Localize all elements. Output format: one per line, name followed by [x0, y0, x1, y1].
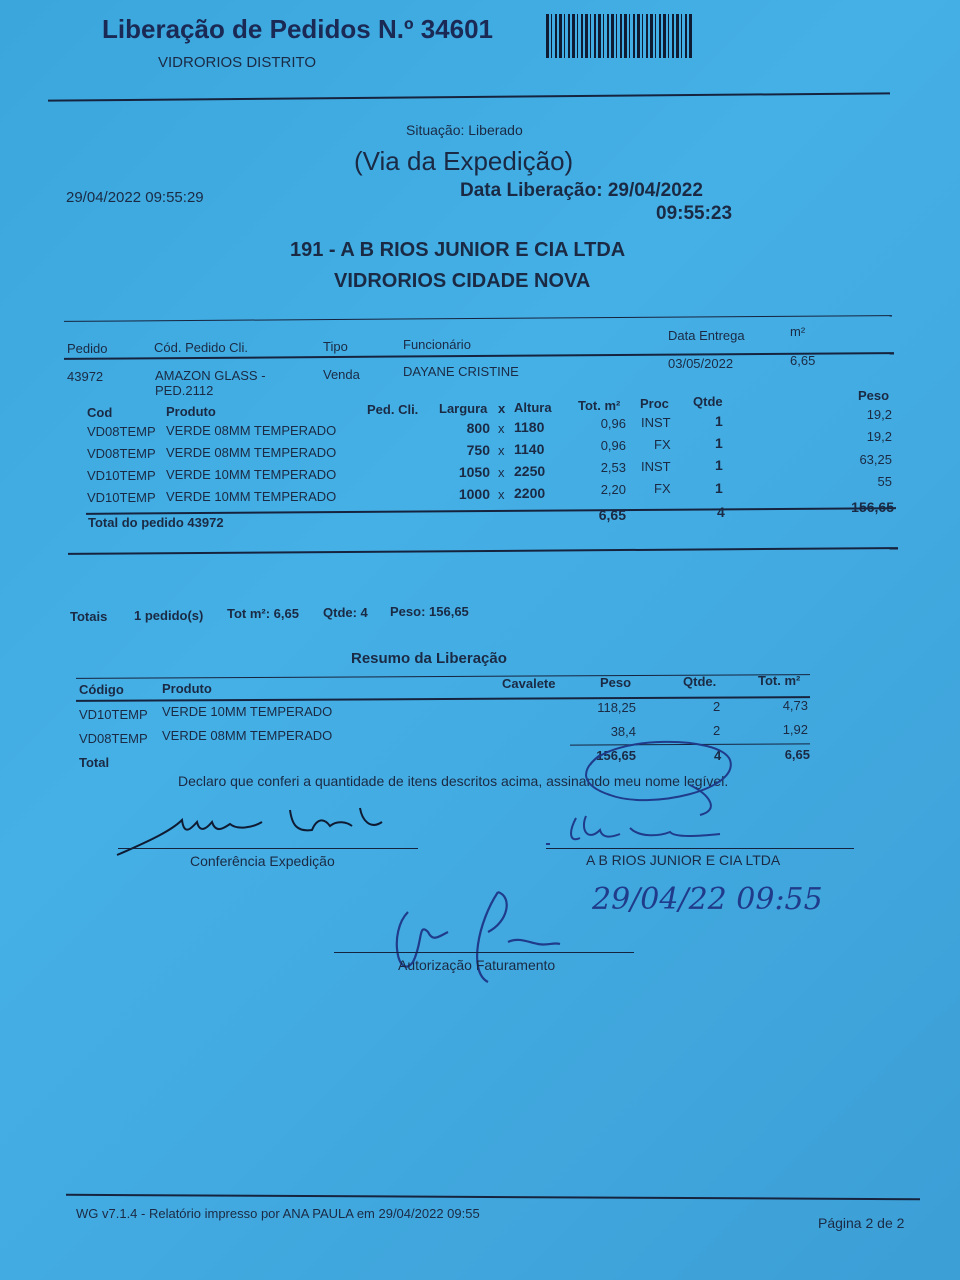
document-title: Liberação de Pedidos N.º 34601	[102, 14, 493, 44]
delivery-date: 03/05/2022	[668, 356, 734, 371]
footer-printed-by: WG v7.1.4 - Relatório impresso por ANA PAULA em 29/04/2022 09:55	[76, 1206, 480, 1221]
order-m2: 6,65	[790, 353, 816, 368]
order-type: Venda	[323, 367, 360, 382]
order-number: 43972	[67, 369, 104, 384]
item-produto: VERDE 10MM TEMPERADO	[166, 467, 337, 482]
totals-qtde: Qtde: 4	[323, 605, 368, 620]
copy-type: (Via da Expedição)	[354, 146, 574, 176]
item-produto: VERDE 08MM TEMPERADO	[166, 423, 337, 438]
signature-label-autorizacao: Autorização Faturamento	[398, 957, 556, 973]
item-qtde: 1	[715, 435, 723, 451]
situation-status: Situação: Liberado	[406, 122, 523, 138]
item-altura: 2200	[514, 485, 546, 501]
item-altura: 1180	[514, 419, 545, 435]
divider	[68, 547, 898, 555]
item-largura: 750	[466, 442, 490, 458]
order-total-label: Total do pedido 43972	[88, 515, 224, 530]
item-qtde: 1	[715, 480, 723, 496]
handwritten-date: 29/04/22 09:55	[592, 882, 823, 917]
signature-cliente	[540, 808, 740, 853]
col-cod-pedido-cli: Cód. Pedido Cli.	[154, 340, 248, 355]
order-total-peso: 156,65	[851, 499, 894, 515]
item-x: x	[498, 465, 505, 480]
item-peso: 19,2	[866, 429, 892, 444]
item-x: x	[498, 443, 505, 458]
totals-peso: Peso: 156,65	[390, 604, 469, 619]
item-peso: 55	[877, 474, 892, 489]
item-tot-m2: 0,96	[600, 416, 626, 431]
item-altura: 1140	[514, 441, 545, 457]
check-ellipse-mark	[570, 735, 750, 815]
signature-line	[118, 848, 418, 849]
totals-pedidos: 1 pedido(s)	[134, 608, 204, 623]
client-name: 191 - A B RIOS JUNIOR E CIA LTDA	[290, 239, 626, 261]
item-qtde: 1	[715, 413, 723, 429]
col-ped-cli: Ped. Cli.	[367, 402, 419, 417]
summary-col-tot-m2: Tot. m²	[758, 673, 801, 688]
item-cod: VD10TEMP	[87, 490, 156, 505]
divider	[76, 696, 810, 702]
item-produto: VERDE 08MM TEMPERADO	[166, 445, 337, 460]
summary-qtde: 2	[713, 699, 721, 714]
item-tot-m2: 2,20	[600, 482, 626, 497]
summary-col-qtde: Qtde.	[683, 674, 717, 689]
col-tot-m2: Tot. m²	[578, 398, 621, 413]
col-cod: Cod	[87, 405, 113, 420]
item-proc: FX	[654, 437, 671, 452]
divider	[48, 92, 890, 101]
release-date: Data Liberação: 29/04/2022	[460, 180, 703, 201]
col-proc: Proc	[640, 396, 669, 411]
item-x: x	[498, 421, 505, 436]
col-funcionario: Funcionário	[403, 337, 471, 352]
summary-title: Resumo da Liberação	[351, 650, 507, 667]
col-largura: Largura	[439, 401, 488, 416]
item-largura: 1050	[458, 464, 490, 480]
col-produto: Produto	[166, 404, 216, 419]
summary-codigo: VD08TEMP	[79, 731, 148, 746]
barcode	[546, 14, 692, 58]
item-tot-m2: 2,53	[600, 460, 626, 475]
divider	[66, 1194, 920, 1200]
client-order-code-cont: PED.2112	[155, 383, 214, 398]
summary-tot-m2: 1,92	[782, 722, 808, 737]
item-altura: 2250	[514, 463, 546, 479]
col-altura: Altura	[514, 400, 552, 415]
col-peso: Peso	[858, 388, 890, 403]
totals-label: Totais	[70, 609, 108, 624]
item-largura: 1000	[458, 486, 490, 502]
col-data-entrega: Data Entrega	[668, 328, 745, 343]
employee-name: DAYANE CRISTINE	[403, 364, 519, 379]
item-proc: INST	[641, 415, 671, 430]
item-cod: VD08TEMP	[87, 424, 156, 439]
signature-label-conferencia: Conferência Expedição	[190, 853, 335, 869]
item-produto: VERDE 10MM TEMPERADO	[166, 489, 337, 504]
col-m2: m²	[790, 324, 806, 339]
signature-autorizacao	[378, 882, 578, 992]
summary-produto: VERDE 08MM TEMPERADO	[162, 728, 333, 743]
summary-col-cavalete: Cavalete	[502, 676, 556, 691]
declaration-text: Declaro que conferi a quantidade de itens descritos acima, assinando meu nome legível.	[178, 773, 729, 789]
item-qtde: 1	[715, 457, 723, 473]
col-tipo: Tipo	[323, 339, 348, 354]
summary-produto: VERDE 10MM TEMPERADO	[162, 704, 333, 719]
summary-col-peso: Peso	[600, 675, 632, 690]
signature-label-cliente: A B RIOS JUNIOR E CIA LTDA	[586, 852, 781, 868]
signature-line	[546, 848, 854, 849]
issuer-company: VIDRORIOS DISTRITO	[158, 54, 317, 71]
signature-line	[334, 952, 634, 953]
footer-page-number: Página 2 de 2	[818, 1215, 905, 1231]
item-proc: INST	[641, 459, 671, 474]
item-x: x	[498, 487, 505, 502]
divider	[64, 315, 892, 322]
divider	[86, 507, 896, 515]
summary-col-codigo: Código	[79, 682, 124, 697]
summary-total-peso: 156,65	[596, 748, 636, 763]
client-order-code: AMAZON GLASS -	[155, 368, 266, 383]
summary-codigo: VD10TEMP	[79, 707, 148, 722]
col-x: x	[498, 401, 506, 416]
summary-tot-m2: 4,73	[782, 698, 808, 713]
summary-peso: 38,4	[610, 724, 636, 739]
col-qtde: Qtde	[693, 394, 723, 409]
item-peso: 19,2	[866, 407, 892, 422]
summary-qtde: 2	[713, 723, 721, 738]
client-branch: VIDRORIOS CIDADE NOVA	[334, 270, 591, 292]
summary-total-label: Total	[79, 755, 110, 770]
totals-m2: Tot m²: 6,65	[227, 606, 299, 621]
printed-datetime: 29/04/2022 09:55:29	[66, 189, 204, 206]
release-time: 09:55:23	[656, 203, 733, 224]
item-largura: 800	[466, 420, 490, 436]
order-total-qtde: 4	[717, 504, 725, 520]
summary-col-produto: Produto	[162, 681, 212, 696]
signature-conferencia	[112, 800, 402, 860]
item-tot-m2: 0,96	[600, 438, 626, 453]
item-proc: FX	[654, 481, 671, 496]
col-pedido: Pedido	[67, 341, 108, 356]
summary-peso: 118,25	[597, 700, 636, 715]
summary-total-tot-m2: 6,65	[784, 747, 810, 762]
item-peso: 63,25	[859, 452, 892, 467]
order-total-m2: 6,65	[598, 507, 626, 523]
item-cod: VD10TEMP	[87, 468, 156, 483]
item-cod: VD08TEMP	[87, 446, 156, 461]
summary-total-qtde: 4	[714, 748, 722, 763]
